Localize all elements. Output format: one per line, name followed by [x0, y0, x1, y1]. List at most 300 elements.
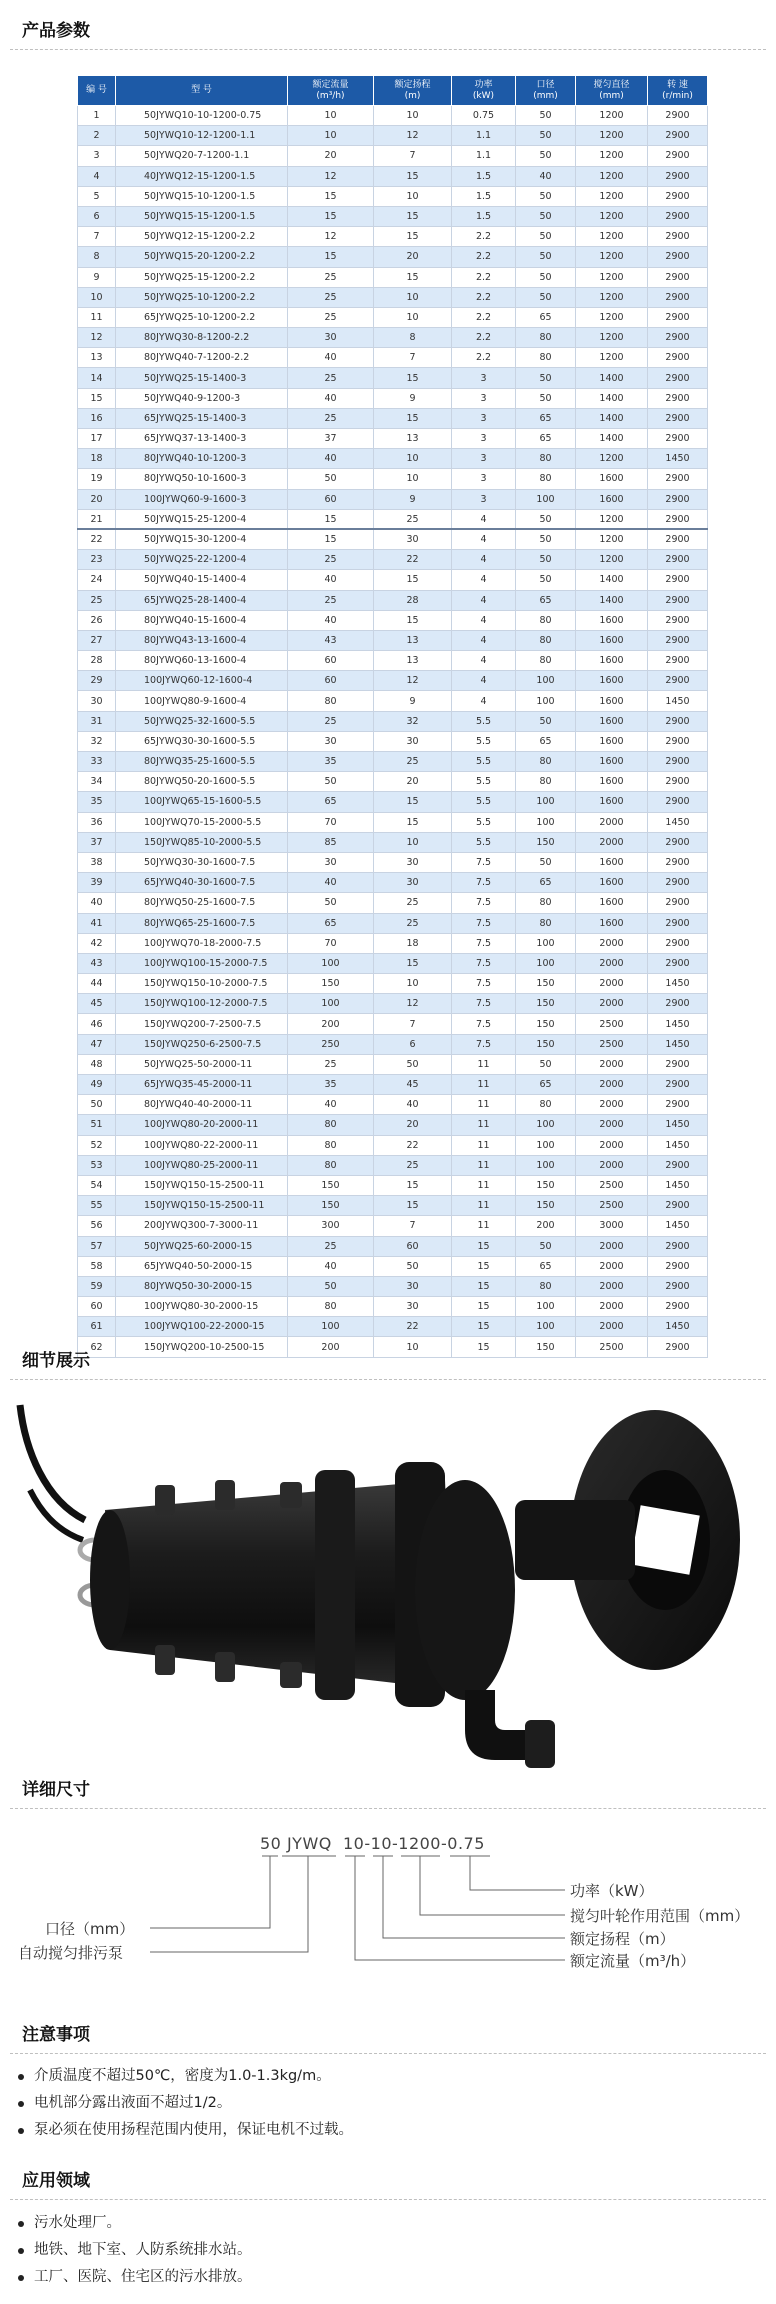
table-cell: 12 — [374, 126, 452, 146]
table-row — [78, 792, 708, 812]
table-cell: 15 — [452, 1317, 516, 1337]
table-row — [78, 247, 708, 267]
table-cell: 2900 — [648, 852, 708, 872]
table-cell: 2900 — [648, 166, 708, 186]
table-cell: 12 — [288, 166, 374, 186]
table-cell: 17 — [78, 429, 116, 449]
table-cell: 35 — [288, 1075, 374, 1095]
discharge-pipe — [465, 1690, 535, 1760]
table-cell: 15 — [374, 227, 452, 247]
table-cell: 65 — [516, 408, 576, 428]
table-row — [78, 348, 708, 368]
table-cell: 16 — [78, 408, 116, 428]
table-row — [78, 408, 708, 428]
table-cell: 1200 — [576, 126, 648, 146]
table-cell: 7.5 — [452, 873, 516, 893]
table-cell: 1 — [78, 106, 116, 126]
table-cell: 4 — [452, 671, 516, 691]
table-cell: 100 — [516, 1115, 576, 1135]
table-cell: 52 — [78, 1135, 116, 1155]
table-cell: 50JYWQ25-15-1200-2.2 — [116, 267, 288, 287]
table-cell: 4 — [452, 651, 516, 671]
table-cell: 25 — [288, 590, 374, 610]
table-cell: 9 — [374, 691, 452, 711]
table-cell: 1200 — [576, 267, 648, 287]
table-cell: 50 — [516, 570, 576, 590]
notes-list — [14, 2063, 353, 2144]
table-cell: 2900 — [648, 1075, 708, 1095]
table-cell: 50 — [78, 1095, 116, 1115]
table-cell: 1.1 — [452, 146, 516, 166]
table-cell: 40JYWQ12-15-1200-1.5 — [116, 166, 288, 186]
table-cell: 25 — [78, 590, 116, 610]
table-cell: 2000 — [576, 812, 648, 832]
table-cell: 150 — [516, 1337, 576, 1357]
label-stir-range: 搅匀叶轮作用范围（mm） — [570, 1907, 750, 1925]
table-cell: 1.1 — [452, 126, 516, 146]
table-cell: 2900 — [648, 328, 708, 348]
table-cell: 57 — [78, 1236, 116, 1256]
table-row — [78, 1155, 708, 1175]
table-row — [78, 1175, 708, 1195]
table-cell: 100JYWQ100-15-2000-7.5 — [116, 953, 288, 973]
table-cell: 2000 — [576, 1236, 648, 1256]
table-cell: 5.5 — [452, 792, 516, 812]
table-cell: 1450 — [648, 691, 708, 711]
table-cell: 61 — [78, 1317, 116, 1337]
table-cell: 34 — [78, 772, 116, 792]
table-cell: 13 — [374, 630, 452, 650]
table-cell: 1450 — [648, 974, 708, 994]
table-cell: 20 — [288, 146, 374, 166]
table-cell: 150 — [516, 1014, 576, 1034]
table-cell: 100 — [516, 953, 576, 973]
table-cell: 80 — [288, 691, 374, 711]
table-cell: 1600 — [576, 651, 648, 671]
table-cell: 2900 — [648, 570, 708, 590]
table-cell: 50 — [516, 186, 576, 206]
table-row — [78, 146, 708, 166]
table-cell: 1600 — [576, 489, 648, 509]
table-cell: 2900 — [648, 408, 708, 428]
table-cell: 50 — [516, 247, 576, 267]
table-cell: 100 — [288, 953, 374, 973]
table-cell: 70 — [288, 812, 374, 832]
table-cell: 2.2 — [452, 227, 516, 247]
table-cell: 25 — [288, 368, 374, 388]
table-cell: 30 — [374, 731, 452, 751]
table-cell: 2900 — [648, 186, 708, 206]
table-cell: 50 — [374, 1256, 452, 1276]
note-item-text: 电机部分露出液面不超过1/2。 — [34, 2095, 232, 2111]
table-cell: 80 — [288, 1155, 374, 1175]
table-cell: 150 — [516, 832, 576, 852]
table-cell: 2900 — [648, 671, 708, 691]
table-cell: 65JYWQ25-28-1400-4 — [116, 590, 288, 610]
table-cell: 62 — [78, 1337, 116, 1357]
table-header-cell: 功率 (kW) — [452, 76, 516, 106]
table-cell: 32 — [374, 711, 452, 731]
table-cell: 50 — [374, 1054, 452, 1074]
table-cell: 100 — [516, 812, 576, 832]
table-cell: 100JYWQ100-22-2000-15 — [116, 1317, 288, 1337]
section-divider — [10, 1808, 766, 1809]
table-cell: 50 — [516, 206, 576, 226]
table-cell: 50 — [516, 1236, 576, 1256]
table-cell: 15 — [374, 368, 452, 388]
table-cell: 1600 — [576, 610, 648, 630]
table-cell: 65 — [516, 590, 576, 610]
table-cell: 80 — [516, 348, 576, 368]
table-cell: 80 — [516, 630, 576, 650]
table-cell: 50 — [288, 772, 374, 792]
table-cell: 250 — [288, 1034, 374, 1054]
table-row — [78, 1256, 708, 1276]
table-cell: 1600 — [576, 752, 648, 772]
application-item — [14, 2264, 252, 2291]
table-cell: 2900 — [648, 610, 708, 630]
table-cell: 18 — [374, 933, 452, 953]
table-cell: 2900 — [648, 267, 708, 287]
table-cell: 35 — [288, 752, 374, 772]
table-cell: 50JYWQ25-50-2000-11 — [116, 1054, 288, 1074]
table-cell: 6 — [78, 206, 116, 226]
table-cell: 50 — [288, 1276, 374, 1296]
table-cell: 150JYWQ200-10-2500-15 — [116, 1337, 288, 1357]
table-cell: 1200 — [576, 449, 648, 469]
table-cell: 50 — [516, 529, 576, 549]
table-cell: 1450 — [648, 1175, 708, 1195]
table-cell: 40 — [288, 873, 374, 893]
table-cell: 40 — [288, 388, 374, 408]
table-cell: 1600 — [576, 671, 648, 691]
table-cell: 7.5 — [452, 994, 516, 1014]
label-power: 功率（kW） — [570, 1882, 654, 1900]
application-item-text: 污水处理厂。 — [34, 2215, 121, 2231]
table-cell: 100 — [288, 994, 374, 1014]
table-row — [78, 994, 708, 1014]
table-cell: 25 — [288, 287, 374, 307]
table-cell: 150JYWQ200-7-2500-7.5 — [116, 1014, 288, 1034]
table-cell: 11 — [452, 1155, 516, 1175]
table-cell: 2900 — [648, 832, 708, 852]
table-cell: 3 — [452, 408, 516, 428]
table-cell: 1600 — [576, 772, 648, 792]
table-cell: 15 — [374, 206, 452, 226]
table-cell: 2900 — [648, 1236, 708, 1256]
table-cell: 2900 — [648, 348, 708, 368]
table-cell: 25 — [288, 267, 374, 287]
table-cell: 15 — [374, 812, 452, 832]
table-cell: 5.5 — [452, 752, 516, 772]
table-row — [78, 933, 708, 953]
table-cell: 30 — [288, 731, 374, 751]
pump-product-image — [15, 1390, 761, 1780]
table-cell: 44 — [78, 974, 116, 994]
table-cell: 2000 — [576, 1135, 648, 1155]
table-cell: 80 — [516, 772, 576, 792]
section-title-dimensions — [0, 1775, 776, 1805]
table-cell: 100JYWQ65-15-1600-5.5 — [116, 792, 288, 812]
table-cell: 80JYWQ43-13-1600-4 — [116, 630, 288, 650]
table-cell: 2900 — [648, 731, 708, 751]
table-cell: 15 — [288, 186, 374, 206]
table-cell: 80 — [516, 469, 576, 489]
bullet-icon — [18, 2275, 24, 2281]
table-cell: 20 — [374, 1115, 452, 1135]
table-cell: 150 — [516, 1175, 576, 1195]
table-cell: 2.2 — [452, 328, 516, 348]
table-cell: 50 — [516, 267, 576, 287]
table-cell: 13 — [374, 651, 452, 671]
table-cell: 2900 — [648, 893, 708, 913]
table-cell: 100JYWQ60-9-1600-3 — [116, 489, 288, 509]
table-cell: 80 — [516, 1095, 576, 1115]
table-cell: 28 — [78, 651, 116, 671]
table-cell: 4 — [452, 509, 516, 529]
table-cell: 65JYWQ25-10-1200-2.2 — [116, 307, 288, 327]
table-cell: 56 — [78, 1216, 116, 1236]
bullet-icon — [18, 2074, 24, 2080]
table-row — [78, 206, 708, 226]
table-cell: 2000 — [576, 1256, 648, 1276]
note-item — [14, 2063, 353, 2090]
table-cell: 22 — [374, 1317, 452, 1337]
table-row — [78, 1014, 708, 1034]
table-cell: 100JYWQ80-9-1600-4 — [116, 691, 288, 711]
table-cell: 15 — [452, 1276, 516, 1296]
table-cell: 4 — [452, 570, 516, 590]
section-title-applications — [0, 2166, 776, 2196]
table-cell: 1450 — [648, 1216, 708, 1236]
table-cell: 2000 — [576, 974, 648, 994]
table-row — [78, 449, 708, 469]
table-cell: 7 — [374, 348, 452, 368]
table-cell: 1400 — [576, 590, 648, 610]
table-cell: 20 — [374, 247, 452, 267]
table-cell: 50 — [516, 106, 576, 126]
table-row — [78, 489, 708, 509]
table-cell: 30 — [288, 328, 374, 348]
table-row — [78, 893, 708, 913]
table-cell: 25 — [374, 509, 452, 529]
table-row — [78, 368, 708, 388]
table-row — [78, 953, 708, 973]
table-cell: 11 — [452, 1216, 516, 1236]
table-cell: 65 — [288, 913, 374, 933]
table-cell: 27 — [78, 630, 116, 650]
table-cell: 80 — [516, 752, 576, 772]
table-cell: 7 — [374, 146, 452, 166]
table-row — [78, 287, 708, 307]
table-cell: 5.5 — [452, 731, 516, 751]
table-cell: 80JYWQ40-40-2000-11 — [116, 1095, 288, 1115]
table-cell: 4 — [452, 550, 516, 570]
table-cell: 1400 — [576, 408, 648, 428]
table-cell: 2900 — [648, 913, 708, 933]
table-cell: 7.5 — [452, 1014, 516, 1034]
table-cell: 30 — [78, 691, 116, 711]
bullet-icon — [18, 2248, 24, 2254]
table-cell: 15 — [374, 1175, 452, 1195]
table-cell: 40 — [374, 1095, 452, 1115]
table-cell: 2000 — [576, 1297, 648, 1317]
table-body-group-a — [78, 106, 708, 530]
table-cell: 1200 — [576, 166, 648, 186]
table-row — [78, 469, 708, 489]
pump-volute — [415, 1480, 515, 1700]
table-cell: 100 — [516, 792, 576, 812]
table-cell: 3 — [452, 388, 516, 408]
table-cell: 50 — [516, 509, 576, 529]
table-cell: 80JYWQ30-8-1200-2.2 — [116, 328, 288, 348]
table-cell: 50 — [516, 1054, 576, 1074]
table-cell: 24 — [78, 570, 116, 590]
table-cell: 1200 — [576, 287, 648, 307]
table-cell: 1200 — [576, 529, 648, 549]
table-cell: 150JYWQ100-12-2000-7.5 — [116, 994, 288, 1014]
table-cell: 1600 — [576, 691, 648, 711]
section-title-params-text: 产品参数 — [22, 21, 90, 41]
table-cell: 80JYWQ40-15-1600-4 — [116, 610, 288, 630]
table-cell: 7 — [374, 1216, 452, 1236]
table-cell: 60 — [288, 489, 374, 509]
table-cell: 1400 — [576, 429, 648, 449]
table-cell: 80JYWQ50-30-2000-15 — [116, 1276, 288, 1296]
table-cell: 2900 — [648, 206, 708, 226]
model-code-prefix: 50 JYWQ — [260, 1834, 332, 1853]
table-cell: 50JYWQ30-30-1600-7.5 — [116, 852, 288, 872]
table-cell: 7.5 — [452, 913, 516, 933]
table-cell: 15 — [374, 610, 452, 630]
table-cell: 2500 — [576, 1034, 648, 1054]
table-cell: 2900 — [648, 994, 708, 1014]
table-cell: 12 — [374, 994, 452, 1014]
table-cell: 50 — [516, 126, 576, 146]
table-cell: 11 — [452, 1175, 516, 1195]
table-cell: 15 — [374, 408, 452, 428]
table-cell: 150 — [516, 994, 576, 1014]
table-cell: 2500 — [576, 1014, 648, 1034]
table-cell: 1600 — [576, 711, 648, 731]
label-pump-type: 自动搅匀排污泵 — [18, 1944, 124, 1962]
table-cell: 1450 — [648, 449, 708, 469]
table-cell: 3 — [78, 146, 116, 166]
table-cell: 10 — [374, 307, 452, 327]
table-cell: 15 — [374, 570, 452, 590]
table-cell: 80JYWQ60-13-1600-4 — [116, 651, 288, 671]
table-cell: 40 — [288, 1095, 374, 1115]
table-cell: 12 — [374, 671, 452, 691]
table-cell: 1200 — [576, 307, 648, 327]
table-cell: 65 — [516, 1256, 576, 1276]
table-cell: 100JYWQ70-15-2000-5.5 — [116, 812, 288, 832]
table-cell: 2900 — [648, 711, 708, 731]
table-header-cell: 搅匀直径 (mm) — [576, 76, 648, 106]
table-cell: 30 — [374, 873, 452, 893]
table-row — [78, 509, 708, 529]
table-cell: 2900 — [648, 933, 708, 953]
table-cell: 1450 — [648, 1317, 708, 1337]
table-header-row — [78, 76, 708, 106]
table-cell: 2500 — [576, 1337, 648, 1357]
table-cell: 150JYWQ150-15-2500-11 — [116, 1196, 288, 1216]
table-row — [78, 852, 708, 872]
table-cell: 22 — [374, 550, 452, 570]
table-cell: 2000 — [576, 832, 648, 852]
table-cell: 2.2 — [452, 307, 516, 327]
table-cell: 200 — [516, 1216, 576, 1236]
table-row — [78, 1135, 708, 1155]
table-cell: 2500 — [576, 1196, 648, 1216]
table-cell: 1200 — [576, 328, 648, 348]
table-cell: 30 — [374, 1276, 452, 1296]
table-cell: 2500 — [576, 1175, 648, 1195]
table-cell: 33 — [78, 752, 116, 772]
power-cable — [20, 1405, 85, 1520]
table-cell: 80JYWQ40-7-1200-2.2 — [116, 348, 288, 368]
table-cell: 3 — [452, 489, 516, 509]
table-cell: 50JYWQ12-15-1200-2.2 — [116, 227, 288, 247]
table-cell: 1600 — [576, 630, 648, 650]
table-cell: 150JYWQ85-10-2000-5.5 — [116, 832, 288, 852]
table-cell: 2000 — [576, 1276, 648, 1296]
table-cell: 150 — [516, 1196, 576, 1216]
table-cell: 1450 — [648, 1034, 708, 1054]
table-cell: 15 — [374, 953, 452, 973]
table-cell: 100JYWQ80-20-2000-11 — [116, 1115, 288, 1135]
table-cell: 55 — [78, 1196, 116, 1216]
table-cell: 10 — [374, 974, 452, 994]
table-cell: 2900 — [648, 106, 708, 126]
table-cell: 2.2 — [452, 348, 516, 368]
section-title-params — [0, 16, 776, 46]
table-cell: 7 — [374, 1014, 452, 1034]
table-cell: 65JYWQ37-13-1400-3 — [116, 429, 288, 449]
table-cell: 7.5 — [452, 974, 516, 994]
table-header-cell: 口径 (mm) — [516, 76, 576, 106]
table-cell: 39 — [78, 873, 116, 893]
table-cell: 40 — [78, 893, 116, 913]
table-cell: 12 — [78, 328, 116, 348]
table-cell: 2900 — [648, 146, 708, 166]
table-cell: 10 — [374, 469, 452, 489]
table-cell: 25 — [374, 893, 452, 913]
table-cell: 25 — [374, 1155, 452, 1175]
table-cell: 23 — [78, 550, 116, 570]
table-cell: 80JYWQ50-25-1600-7.5 — [116, 893, 288, 913]
table-cell: 300 — [288, 1216, 374, 1236]
table-cell: 9 — [374, 388, 452, 408]
table-cell: 15 — [288, 247, 374, 267]
table-cell: 1400 — [576, 368, 648, 388]
table-cell: 4 — [452, 529, 516, 549]
table-row — [78, 1115, 708, 1135]
table-cell: 10 — [374, 287, 452, 307]
table-cell: 65 — [516, 873, 576, 893]
table-cell: 40 — [516, 166, 576, 186]
table-row — [78, 812, 708, 832]
table-cell: 1600 — [576, 873, 648, 893]
table-cell: 31 — [78, 711, 116, 731]
table-cell: 5 — [78, 186, 116, 206]
table-cell: 10 — [374, 186, 452, 206]
table-cell: 50JYWQ25-32-1600-5.5 — [116, 711, 288, 731]
table-cell: 60 — [374, 1236, 452, 1256]
table-cell: 8 — [374, 328, 452, 348]
table-cell: 200JYWQ300-7-3000-11 — [116, 1216, 288, 1236]
table-cell: 22 — [78, 529, 116, 549]
